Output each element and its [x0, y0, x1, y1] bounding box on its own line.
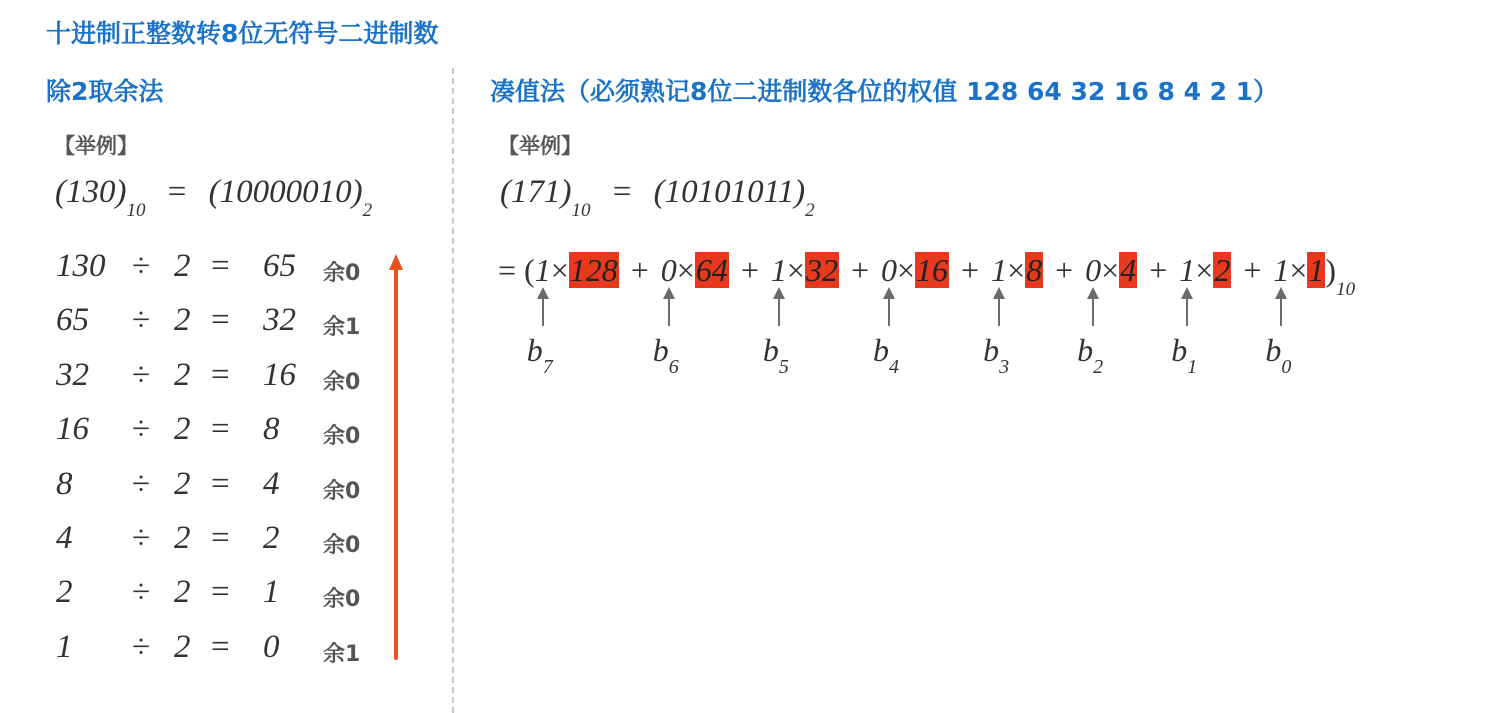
dividend: 1: [56, 628, 73, 665]
bit-index: 5: [778, 356, 789, 378]
bit-arrow: [542, 290, 544, 326]
bit-arrow: [1280, 290, 1282, 326]
equals-sign: =: [211, 520, 230, 556]
divisor: 2: [174, 248, 191, 284]
bit-index: 6: [668, 356, 679, 378]
bit-letter: b: [1077, 332, 1094, 368]
dividend: 2: [56, 574, 73, 611]
right-eq-lhs: (171): [500, 174, 572, 210]
divide-sign: ÷: [132, 411, 151, 448]
divide-sign: ÷: [132, 248, 151, 284]
plus-sign: +: [740, 252, 759, 288]
term-weight-highlight: 16: [916, 252, 949, 288]
quotient: 2: [263, 520, 280, 556]
weight-expansion: [498, 252, 1355, 301]
divisor: 2: [174, 411, 191, 448]
remainder-label: 余0: [323, 424, 361, 450]
bit-arrow: [998, 290, 1000, 326]
equals-sign: =: [211, 465, 230, 502]
remainder-label: 余0: [323, 478, 361, 504]
quotient: 0: [263, 628, 280, 665]
equals-sign: =: [211, 574, 230, 611]
expansion-suffix: ): [1325, 252, 1337, 288]
equals-sign: =: [211, 302, 230, 339]
plus-sign: +: [1149, 252, 1168, 288]
left-eq-rhs-base: 2: [362, 200, 373, 221]
dividend: 32: [56, 356, 89, 393]
bit-label: [1171, 332, 1197, 379]
times-sign: ×: [1007, 252, 1026, 288]
bit-letter: b: [762, 332, 779, 368]
quotient: 16: [263, 356, 296, 393]
left-eq-lhs-base: 10: [126, 200, 146, 221]
quotient: 1: [263, 574, 280, 611]
dividend: 65: [56, 302, 89, 339]
times-sign: ×: [1289, 252, 1308, 288]
plus-sign: +: [1055, 252, 1074, 288]
term-weight-highlight: 8: [1026, 252, 1043, 288]
bit-label: [527, 332, 553, 379]
bit-index: 0: [1281, 356, 1292, 378]
term-bit: 1: [1273, 252, 1290, 288]
bit-letter: b: [1171, 332, 1188, 368]
bit-index: 2: [1093, 356, 1104, 378]
times-sign: ×: [1195, 252, 1214, 288]
bit-arrow: [888, 290, 890, 326]
bit-label: [1265, 332, 1291, 379]
term-weight-highlight: 2: [1214, 252, 1231, 288]
divide-sign: ÷: [132, 302, 151, 339]
equals-sign: =: [211, 248, 230, 284]
column-divider: [452, 68, 454, 713]
page-title: 十进制正整数转8位无符号二进制数: [46, 19, 439, 48]
equals-sign: =: [211, 628, 230, 665]
times-sign: ×: [550, 252, 569, 288]
bit-arrow: [668, 290, 670, 326]
divisor: 2: [174, 302, 191, 339]
left-eq-lhs: (130): [55, 174, 127, 210]
term-bit: 1: [534, 252, 551, 288]
equals-sign: =: [211, 356, 230, 393]
divide-sign: ÷: [132, 465, 151, 502]
plus-sign: +: [630, 252, 649, 288]
dividend: 8: [56, 465, 73, 502]
left-eq-sign: =: [167, 174, 187, 210]
bit-letter: b: [872, 332, 889, 368]
divide-sign: ÷: [132, 628, 151, 665]
quotient: 8: [263, 411, 280, 448]
times-sign: ×: [1101, 252, 1120, 288]
right-equation: [500, 174, 815, 222]
remainder-label: 余0: [323, 369, 361, 395]
left-example-label: 【举例】: [54, 134, 138, 158]
bit-arrow: [1186, 290, 1188, 326]
remainder-label: 余0: [323, 587, 361, 613]
bit-index: 4: [888, 356, 899, 378]
term-weight-highlight: 64: [695, 252, 728, 288]
bit-letter: b: [1265, 332, 1282, 368]
term-bit: 0: [1085, 252, 1102, 288]
plus-sign: +: [1243, 252, 1262, 288]
quotient: 4: [263, 465, 280, 502]
times-sign: ×: [786, 252, 805, 288]
quotient: 65: [263, 248, 296, 284]
times-sign: ×: [676, 252, 695, 288]
bit-label: [1077, 332, 1103, 379]
plus-sign: +: [850, 252, 869, 288]
left-method-title: 除2取余法: [46, 77, 164, 106]
remainder-label: 余0: [323, 261, 361, 286]
bit-label: [763, 332, 789, 379]
upward-read-arrow: [386, 252, 406, 662]
right-eq-lhs-base: 10: [571, 200, 591, 221]
divisor: 2: [174, 574, 191, 611]
equals-sign: =: [211, 411, 230, 448]
quotient: 32: [263, 302, 296, 339]
divide-sign: ÷: [132, 574, 151, 611]
remainder-label: 余1: [323, 641, 361, 667]
dividend: 130: [56, 248, 106, 284]
expansion-prefix: = (: [498, 252, 535, 288]
expansion-base: 10: [1336, 279, 1356, 300]
divisor: 2: [174, 520, 191, 556]
left-eq-rhs: (10000010): [208, 174, 363, 210]
bit-label: [873, 332, 899, 379]
bit-arrow: [778, 290, 780, 326]
left-equation: [55, 174, 372, 222]
bit-arrow: [1092, 290, 1094, 326]
term-weight-highlight: 32: [805, 252, 838, 288]
bit-label: [653, 332, 679, 379]
term-bit: 1: [1179, 252, 1196, 288]
plus-sign: +: [961, 252, 980, 288]
right-example-label: 【举例】: [498, 134, 582, 158]
term-bit: 1: [991, 252, 1008, 288]
divisor: 2: [174, 465, 191, 502]
bit-index: 7: [542, 356, 553, 378]
term-weight-highlight: 1: [1308, 252, 1325, 288]
dividend: 16: [56, 411, 89, 448]
bit-index: 3: [999, 356, 1010, 378]
remainder-label: 余1: [323, 315, 361, 341]
divisor: 2: [174, 628, 191, 665]
right-eq-rhs-base: 2: [805, 200, 815, 221]
right-eq-rhs: (10101011): [653, 174, 806, 210]
term-bit: 0: [880, 252, 897, 288]
bit-index: 1: [1187, 356, 1198, 378]
divisor: 2: [174, 356, 191, 393]
bit-letter: b: [983, 332, 1000, 368]
term-weight-highlight: 4: [1120, 252, 1137, 288]
divide-sign: ÷: [132, 356, 151, 393]
bit-label: [983, 332, 1009, 379]
remainder-label: 余0: [323, 533, 361, 558]
right-method-title: 凑值法（必须熟记8位二进制数各位的权值 128 64 32 16 8 4 2 1）: [490, 77, 1279, 106]
bit-letter: b: [526, 332, 543, 368]
term-weight-highlight: 128: [569, 252, 618, 288]
term-bit: 0: [660, 252, 677, 288]
right-eq-sign: =: [612, 174, 632, 210]
term-bit: 1: [770, 252, 787, 288]
times-sign: ×: [896, 252, 916, 288]
divide-sign: ÷: [132, 520, 151, 556]
bit-letter: b: [652, 332, 669, 368]
dividend: 4: [56, 520, 73, 556]
